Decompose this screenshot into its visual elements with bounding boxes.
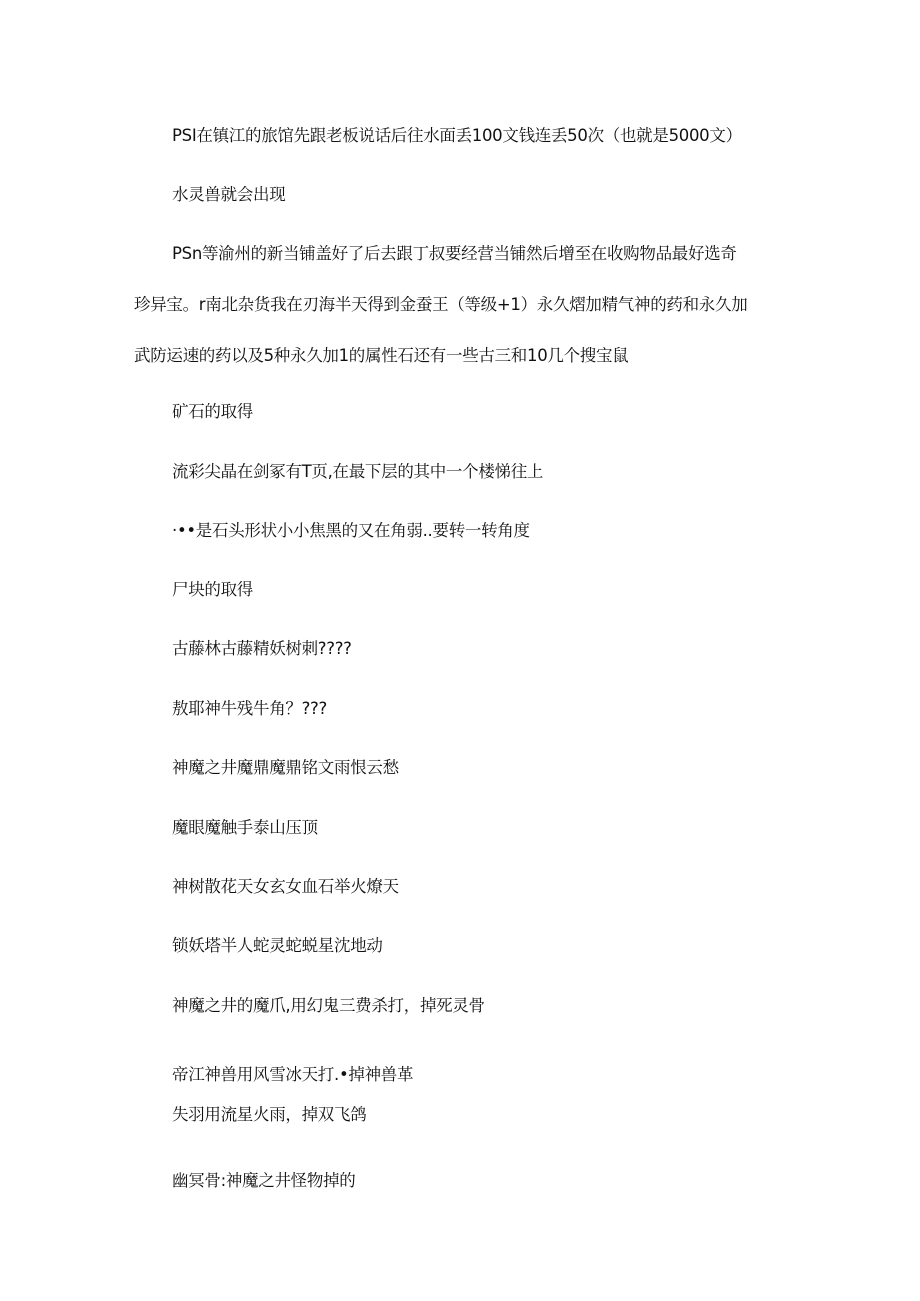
list-item-mozhua: 神魔之井的魔爪,用幻鬼三费杀打，掉死灵骨 — [172, 996, 485, 1015]
paragraph-ore-location: 流彩尖晶在剑冢有T页,在最下层的其中一个楼悌往上 — [172, 462, 544, 481]
section-heading-corpse: 尸块的取得 — [172, 580, 254, 599]
paragraph-pawnshop-line-3: 武防运速的药以及5种永久加1的属性石还有一些古三和10几个搜宝鼠 — [134, 346, 629, 365]
paragraph-pawnshop-line-1: PSn等渝州的新当铺盖好了后去跟丁叔要经营当铺然后增至在收购物品最好选奇 — [172, 244, 737, 263]
section-heading-ore: 矿石的取得 — [172, 402, 254, 421]
paragraph-ore-hint: ·••是石头形状小小焦黑的又在角弱..要转一转角度 — [172, 521, 530, 540]
paragraph-pawnshop-line-2: 珍异宝。r南北杂货我在刃海半天得到金蚕王（等级+1）永久熠加精气神的药和永久加 — [134, 295, 748, 314]
paragraph-shuilingshou-result: 水灵兽就会出现 — [172, 185, 286, 204]
list-item-dijiang: 帝江神兽用风雪冰天打.•掉神兽革 — [172, 1065, 414, 1084]
list-item-moding: 神魔之井魔鼎魔鼎铭文雨恨云愁 — [172, 758, 399, 777]
list-item-youminggu: 幽冥骨:神魔之井怪物掉的 — [172, 1171, 356, 1190]
list-item-shiyu: 失羽用流星火雨，掉双飞鸽 — [172, 1105, 367, 1124]
paragraph-shuilingshou-step: PSI在镇江的旅馆先跟老板说话后往水面丢100文钱连丢50次（也就是5000文） — [172, 126, 742, 145]
list-item-suoyaota: 锁妖塔半人蛇灵蛇蜕星沈地动 — [172, 936, 383, 955]
list-item-aoye: 敖耶神牛残牛角？??? — [172, 699, 327, 718]
list-item-shensanhua: 神树散花天女玄女血石举火燎天 — [172, 877, 399, 896]
list-item-gutenglin: 古藤林古藤精妖树刺???? — [172, 639, 352, 658]
list-item-moyan: 魔眼魔触手泰山压顶 — [172, 818, 318, 837]
